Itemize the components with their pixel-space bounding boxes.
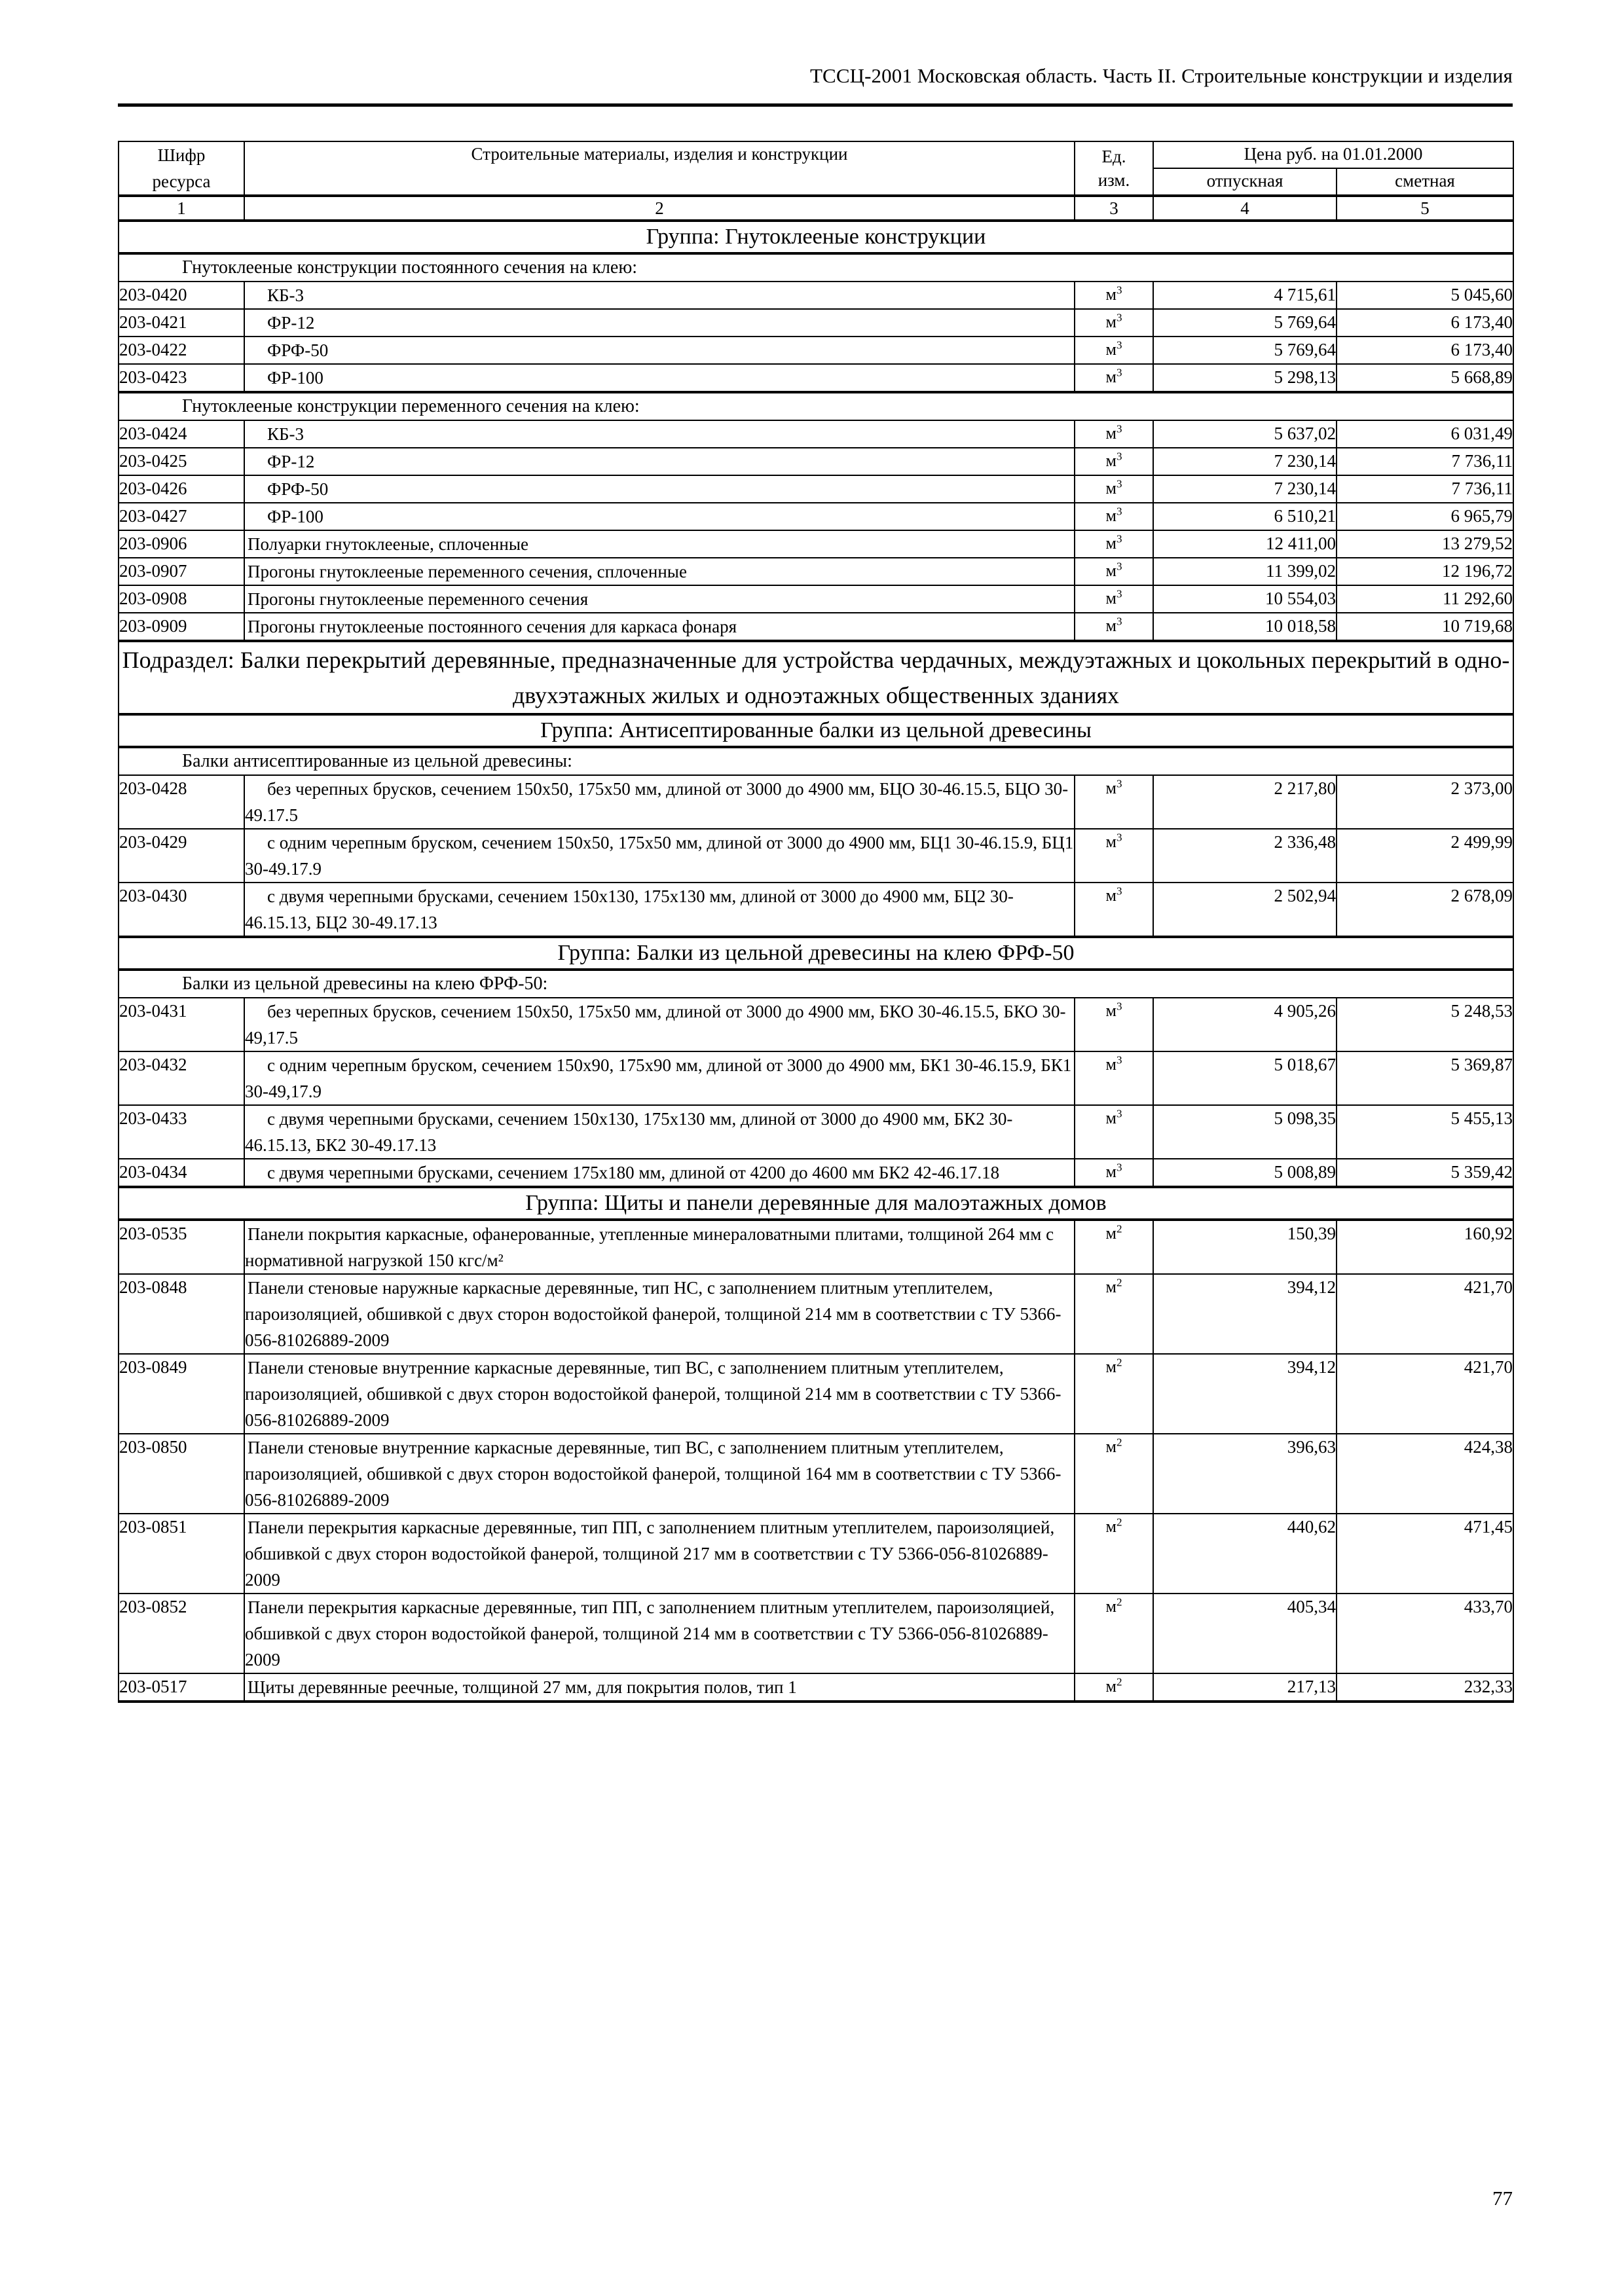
group-heading: Группа: Щиты и панели деревянные для малоэтажных домов — [119, 1187, 1513, 1220]
table-row[interactable] — [119, 775, 1513, 829]
resource-code-cell: 203-0849 — [119, 1354, 244, 1434]
price-wholesale-cell: 150,39 — [1153, 1220, 1337, 1274]
price-wholesale-cell: 4 905,26 — [1153, 998, 1337, 1051]
resource-code-cell: 203-0429 — [119, 829, 244, 883]
unit-cell: $м^3$ — [1075, 1159, 1153, 1187]
price-wholesale-cell: 394,12 — [1153, 1274, 1337, 1354]
price-wholesale-cell: 5 018,67 — [1153, 1051, 1337, 1105]
resource-code-cell: 203-0425 — [119, 448, 244, 475]
resource-code-cell: 203-0424 — [119, 420, 244, 448]
unit-cell: $м^2$ — [1075, 1220, 1153, 1274]
description-cell: Прогоны гнутоклееные переменного сечения, сплоченные — [244, 558, 1075, 585]
table-header — [119, 141, 1513, 221]
resource-code-cell: 203-0535 — [119, 1220, 244, 1274]
resource-code-cell: 203-0906 — [119, 530, 244, 558]
header-cell-price-estimate: сметная — [1337, 168, 1513, 196]
table-row[interactable] — [119, 364, 1513, 392]
table-row[interactable] — [119, 883, 1513, 937]
description-cell: КБ-3 — [244, 420, 1075, 448]
table-header-row — [119, 141, 1513, 168]
unit-cell: $м^3$ — [1075, 613, 1153, 641]
resource-code-cell: 203-0422 — [119, 337, 244, 364]
table-row[interactable] — [119, 1051, 1513, 1105]
unit-cell: $м^3$ — [1075, 282, 1153, 309]
description-cell: Щиты деревянные реечные, толщиной 27 мм, для покрытия полов, тип 1 — [244, 1673, 1075, 1702]
description-cell: с двумя черепными брусками, сечением 150х130, 175х130 мм, длиной от 3000 до 4900 мм, БЦ2 30-46.15.13, БЦ2 30-49.17.13 — [244, 883, 1075, 937]
price-wholesale-cell: 5 769,64 — [1153, 337, 1337, 364]
unit-cell: $м^3$ — [1075, 337, 1153, 364]
unit-cell: $м^3$ — [1075, 829, 1153, 883]
table-body — [119, 221, 1513, 1702]
resource-code-cell: 203-0852 — [119, 1594, 244, 1673]
unit-cell: $м^2$ — [1075, 1673, 1153, 1702]
price-wholesale-cell: 5 298,13 — [1153, 364, 1337, 392]
table-row[interactable] — [119, 503, 1513, 530]
resource-code-cell: 203-0851 — [119, 1514, 244, 1594]
description-cell: Панели стеновые внутренние каркасные деревянные, тип ВС, с заполнением плитным утеплителем, пароизоляцией, обшивкой с двух сторон водостойкой фанерой, толщиной 164 мм в соответствии с ТУ 5366-056-81026889-2009 — [244, 1434, 1075, 1514]
table-row[interactable] — [119, 1274, 1513, 1354]
table-row[interactable] — [119, 613, 1513, 641]
price-estimate-cell: 421,70 — [1337, 1354, 1513, 1434]
subsection-heading-row — [119, 641, 1513, 714]
unit-cell: $м^3$ — [1075, 883, 1153, 937]
resource-code-cell: 203-0432 — [119, 1051, 244, 1105]
price-estimate-cell: 5 359,42 — [1337, 1159, 1513, 1187]
price-estimate-cell: 6 173,40 — [1337, 337, 1513, 364]
table-column-number-row — [119, 196, 1513, 221]
price-estimate-cell: 5 668,89 — [1337, 364, 1513, 392]
table-row[interactable] — [119, 998, 1513, 1051]
unit-exponent: 2 — [1116, 1516, 1122, 1529]
unit-exponent: 3 — [1116, 450, 1122, 463]
unit-cell: $м^2$ — [1075, 1354, 1153, 1434]
unit-exponent: 3 — [1116, 505, 1122, 518]
resource-code-cell: 203-0430 — [119, 883, 244, 937]
subsection-heading: Подраздел: Балки перекрытий деревянные, предназначенные для устройства чердачных, междуэтажных и цокольных перекрытий в одно- двухэтажных жилых и одноэтажных общественных зданиях — [119, 641, 1513, 714]
description-cell: ФР-100 — [244, 503, 1075, 530]
header-cell-description: Строительные материалы, изделия и конструкции — [244, 141, 1075, 196]
description-cell: Прогоны гнутоклееные постоянного сечения для каркаса фонаря — [244, 613, 1075, 641]
price-estimate-cell: 5 248,53 — [1337, 998, 1513, 1051]
header-cell-price-group: Цена руб. на 01.01.2000 — [1153, 141, 1513, 168]
unit-cell: $м^3$ — [1075, 558, 1153, 585]
price-wholesale-cell: 10 018,58 — [1153, 613, 1337, 641]
unit-exponent: 3 — [1116, 366, 1122, 379]
unit-exponent: 3 — [1116, 1000, 1122, 1013]
price-estimate-cell: 5 369,87 — [1337, 1051, 1513, 1105]
description-cell: ФР-12 — [244, 309, 1075, 337]
table-row[interactable] — [119, 1514, 1513, 1594]
unit-exponent: 2 — [1116, 1595, 1122, 1609]
header-cell-code — [119, 141, 244, 196]
table-row[interactable] — [119, 829, 1513, 883]
unit-cell: $м^3$ — [1075, 475, 1153, 503]
description-cell: Панели перекрытия каркасные деревянные, тип ПП, с заполнением плитным утеплителем, пароизоляцией, обшивкой с двух сторон водостойкой фанерой, толщиной 217 мм в соответствии с ТУ 5366-056-81026889-2009 — [244, 1514, 1075, 1594]
caption-text — [119, 253, 1513, 282]
price-estimate-cell: 421,70 — [1337, 1274, 1513, 1354]
description-cell: Прогоны гнутоклееные переменного сечения — [244, 585, 1075, 613]
caption-label: Балки из цельной древесины на клею ФРФ-50: — [182, 974, 548, 994]
description-cell: Панели покрытия каркасные, офанерованные, утепленные минераловатными плитами, толщиной 264 мм с нормативной нагрузкой 150 кгс/м² — [244, 1220, 1075, 1274]
description-cell: ФР-12 — [244, 448, 1075, 475]
description-cell: ФР-100 — [244, 364, 1075, 392]
table-row[interactable] — [119, 1354, 1513, 1434]
unit-exponent: 3 — [1116, 560, 1122, 573]
unit-cell: $м^2$ — [1075, 1274, 1153, 1354]
unit-exponent: 3 — [1116, 587, 1122, 600]
table-row[interactable] — [119, 585, 1513, 613]
group-heading: Группа: Гнутоклееные конструкции — [119, 221, 1513, 253]
column-number-5: 5 — [1337, 196, 1513, 221]
unit-cell: $м^3$ — [1075, 1051, 1153, 1105]
price-wholesale-cell: 440,62 — [1153, 1514, 1337, 1594]
table-row[interactable] — [119, 337, 1513, 364]
group-heading: Группа: Антисептированные балки из цельной древесины — [119, 714, 1513, 747]
table-row[interactable] — [119, 1159, 1513, 1187]
unit-cell: $м^3$ — [1075, 448, 1153, 475]
unit-cell: $м^3$ — [1075, 585, 1153, 613]
price-estimate-cell: 13 279,52 — [1337, 530, 1513, 558]
description-cell: ФРФ-50 — [244, 337, 1075, 364]
header-code-line1: Шифр — [157, 145, 206, 165]
price-estimate-cell: 10 719,68 — [1337, 613, 1513, 641]
table-row[interactable] — [119, 420, 1513, 448]
caption-text — [119, 747, 1513, 775]
unit-exponent: 3 — [1116, 1107, 1122, 1120]
price-estimate-cell: 2 373,00 — [1337, 775, 1513, 829]
price-wholesale-cell: 7 230,14 — [1153, 448, 1337, 475]
unit-exponent: 2 — [1116, 1436, 1122, 1449]
price-estimate-cell: 433,70 — [1337, 1594, 1513, 1673]
description-cell: Панели перекрытия каркасные деревянные, тип ПП, с заполнением плитным утеплителем, пароизоляцией, обшивкой с двух сторон водостойкой фанерой, толщиной 214 мм в соответствии с ТУ 5366-056-81026889-2009 — [244, 1594, 1075, 1673]
group-heading-row — [119, 714, 1513, 747]
description-cell: КБ-3 — [244, 282, 1075, 309]
unit-cell: $м^3$ — [1075, 364, 1153, 392]
price-wholesale-cell: 5 637,02 — [1153, 420, 1337, 448]
unit-exponent: 2 — [1116, 1276, 1122, 1289]
unit-exponent: 3 — [1116, 831, 1122, 844]
price-estimate-cell: 6 965,79 — [1337, 503, 1513, 530]
caption-row — [119, 747, 1513, 775]
unit-exponent: 3 — [1116, 422, 1122, 435]
caption-row — [119, 253, 1513, 282]
unit-cell: $м^3$ — [1075, 530, 1153, 558]
description-cell: без черепных брусков, сечением 150х50, 175х50 мм, длиной от 3000 до 4900 мм, БКО 30-46.15.5, БКО 30-49,17.5 — [244, 998, 1075, 1051]
resource-code-cell: 203-0517 — [119, 1673, 244, 1702]
price-wholesale-cell: 5 008,89 — [1153, 1159, 1337, 1187]
table-row[interactable] — [119, 448, 1513, 475]
price-wholesale-cell: 5 098,35 — [1153, 1105, 1337, 1159]
column-number-1: 1 — [119, 196, 244, 221]
unit-exponent: 3 — [1116, 338, 1122, 352]
resource-code-cell: 203-0848 — [119, 1274, 244, 1354]
price-wholesale-cell: 6 510,21 — [1153, 503, 1337, 530]
resource-code-cell: 203-0908 — [119, 585, 244, 613]
group-heading-row — [119, 1187, 1513, 1220]
price-estimate-cell: 6 173,40 — [1337, 309, 1513, 337]
unit-exponent: 3 — [1116, 283, 1122, 297]
unit-cell: $м^3$ — [1075, 309, 1153, 337]
unit-exponent: 3 — [1116, 311, 1122, 324]
table-row[interactable] — [119, 1220, 1513, 1274]
price-wholesale-cell: 217,13 — [1153, 1673, 1337, 1702]
running-header: ТССЦ-2001 Московская область. Часть II. Строительные конструкции и изделия — [810, 64, 1513, 87]
header-unit-line1: Ед. — [1101, 147, 1126, 166]
table-row[interactable] — [119, 558, 1513, 585]
price-wholesale-cell: 7 230,14 — [1153, 475, 1337, 503]
price-estimate-cell: 12 196,72 — [1337, 558, 1513, 585]
unit-exponent: 2 — [1116, 1675, 1122, 1688]
resource-code-cell: 203-0909 — [119, 613, 244, 641]
caption-label: Гнутоклееные конструкции постоянного сечения на клею: — [182, 257, 638, 278]
unit-cell: $м^3$ — [1075, 503, 1153, 530]
unit-cell: $м^3$ — [1075, 420, 1153, 448]
price-estimate-cell: 2 678,09 — [1337, 883, 1513, 937]
column-number-3: 3 — [1075, 196, 1153, 221]
table-row[interactable] — [119, 475, 1513, 503]
table-row[interactable] — [119, 1434, 1513, 1514]
price-wholesale-cell: 396,63 — [1153, 1434, 1337, 1514]
price-wholesale-cell: 2 336,48 — [1153, 829, 1337, 883]
price-estimate-cell: 11 292,60 — [1337, 585, 1513, 613]
resource-code-cell: 203-0431 — [119, 998, 244, 1051]
resource-code-cell: 203-0426 — [119, 475, 244, 503]
unit-exponent: 3 — [1116, 1053, 1122, 1066]
resource-code-cell: 203-0907 — [119, 558, 244, 585]
resource-code-cell: 203-0433 — [119, 1105, 244, 1159]
price-wholesale-cell: 12 411,00 — [1153, 530, 1337, 558]
table-row[interactable] — [119, 1105, 1513, 1159]
unit-exponent: 3 — [1116, 615, 1122, 628]
price-wholesale-cell: 10 554,03 — [1153, 585, 1337, 613]
unit-exponent: 3 — [1116, 1161, 1122, 1174]
caption-row — [119, 970, 1513, 998]
price-estimate-cell: 7 736,11 — [1337, 475, 1513, 503]
description-cell: Полуарки гнутоклееные, сплоченные — [244, 530, 1075, 558]
price-estimate-cell: 232,33 — [1337, 1673, 1513, 1702]
table-row[interactable] — [119, 530, 1513, 558]
group-heading: Группа: Балки из цельной древесины на клею ФРФ-50 — [119, 937, 1513, 970]
price-list-table — [118, 141, 1514, 1703]
resource-code-cell: 203-0420 — [119, 282, 244, 309]
description-cell: Панели стеновые наружные каркасные деревянные, тип НС, с заполнением плитным утеплителем, пароизоляцией, обшивкой с двух сторон водостойкой фанерой, толщиной 214 мм в соответствии с ТУ 5366-056-81026889-2009 — [244, 1274, 1075, 1354]
price-wholesale-cell: 405,34 — [1153, 1594, 1337, 1673]
unit-exponent: 2 — [1116, 1356, 1122, 1369]
price-wholesale-cell: 2 217,80 — [1153, 775, 1337, 829]
unit-exponent: 3 — [1116, 532, 1122, 545]
price-estimate-cell: 2 499,99 — [1337, 829, 1513, 883]
description-cell: с одним черепным бруском, сечением 150х90, 175х90 мм, длиной от 3000 до 4900 мм, БК1 30-46.15.9, БК1 30-49,17.9 — [244, 1051, 1075, 1105]
caption-label: Балки антисептированные из цельной древесины: — [182, 751, 572, 771]
unit-cell: $м^3$ — [1075, 998, 1153, 1051]
price-wholesale-cell: 5 769,64 — [1153, 309, 1337, 337]
table-row[interactable] — [119, 1594, 1513, 1673]
description-cell: Панели стеновые внутренние каркасные деревянные, тип ВС, с заполнением плитным утеплителем, пароизоляцией, обшивкой с двух сторон водостойкой фанерой, толщиной 214 мм в соответствии с ТУ 5366-056-81026889-2009 — [244, 1354, 1075, 1434]
price-estimate-cell: 6 031,49 — [1337, 420, 1513, 448]
price-wholesale-cell: 4 715,61 — [1153, 282, 1337, 309]
price-estimate-cell: 471,45 — [1337, 1514, 1513, 1594]
unit-exponent: 2 — [1116, 1222, 1122, 1235]
resource-code-cell: 203-0427 — [119, 503, 244, 530]
unit-exponent: 3 — [1116, 777, 1122, 790]
price-wholesale-cell: 2 502,94 — [1153, 883, 1337, 937]
header-cell-unit — [1075, 141, 1153, 196]
price-wholesale-cell: 394,12 — [1153, 1354, 1337, 1434]
group-heading-row — [119, 937, 1513, 970]
caption-label: Гнутоклееные конструкции переменного сечения на клею: — [182, 396, 640, 416]
table-row[interactable] — [119, 1673, 1513, 1702]
unit-cell: $м^2$ — [1075, 1594, 1153, 1673]
resource-code-cell: 203-0428 — [119, 775, 244, 829]
unit-cell: $м^2$ — [1075, 1434, 1153, 1514]
column-number-2: 2 — [244, 196, 1075, 221]
price-estimate-cell: 7 736,11 — [1337, 448, 1513, 475]
resource-code-cell: 203-0850 — [119, 1434, 244, 1514]
unit-cell: $м^3$ — [1075, 775, 1153, 829]
header-rule — [118, 103, 1513, 107]
price-estimate-cell: 160,92 — [1337, 1220, 1513, 1274]
column-number-4: 4 — [1153, 196, 1337, 221]
unit-cell: $м^3$ — [1075, 1105, 1153, 1159]
unit-exponent: 3 — [1116, 477, 1122, 490]
unit-exponent: 3 — [1116, 884, 1122, 898]
resource-code-cell: 203-0434 — [119, 1159, 244, 1187]
header-cell-price-wholesale: отпускная — [1153, 168, 1337, 196]
unit-cell: $м^2$ — [1075, 1514, 1153, 1594]
description-cell: ФРФ-50 — [244, 475, 1075, 503]
resource-code-cell: 203-0423 — [119, 364, 244, 392]
description-cell: с одним черепным бруском, сечением 150х50, 175х50 мм, длиной от 3000 до 4900 мм, БЦ1 30-46.15.9, БЦ1 30-49.17.9 — [244, 829, 1075, 883]
page-number: 77 — [1492, 2187, 1513, 2210]
table-row[interactable] — [119, 282, 1513, 309]
price-estimate-cell: 5 045,60 — [1337, 282, 1513, 309]
description-cell: с двумя черепными брусками, сечением 175х180 мм, длиной от 4200 до 4600 мм БК2 42-46.17.18 — [244, 1159, 1075, 1187]
price-wholesale-cell: 11 399,02 — [1153, 558, 1337, 585]
header-code-line2: ресурса — [152, 172, 211, 191]
group-heading-row — [119, 221, 1513, 253]
caption-text — [119, 392, 1513, 420]
description-cell: без черепных брусков, сечением 150х50, 175х50 мм, длиной от 3000 до 4900 мм, БЦО 30-46.15.5, БЦО 30-49.17.5 — [244, 775, 1075, 829]
resource-code-cell: 203-0421 — [119, 309, 244, 337]
price-estimate-cell: 5 455,13 — [1337, 1105, 1513, 1159]
description-cell: с двумя черепными брусками, сечением 150х130, 175х130 мм, длиной от 3000 до 4900 мм, БК2 30-46.15.13, БК2 30-49.17.13 — [244, 1105, 1075, 1159]
caption-text — [119, 970, 1513, 998]
caption-row — [119, 392, 1513, 420]
table-row[interactable] — [119, 309, 1513, 337]
header-unit-line2: изм. — [1098, 170, 1130, 190]
price-estimate-cell: 424,38 — [1337, 1434, 1513, 1514]
